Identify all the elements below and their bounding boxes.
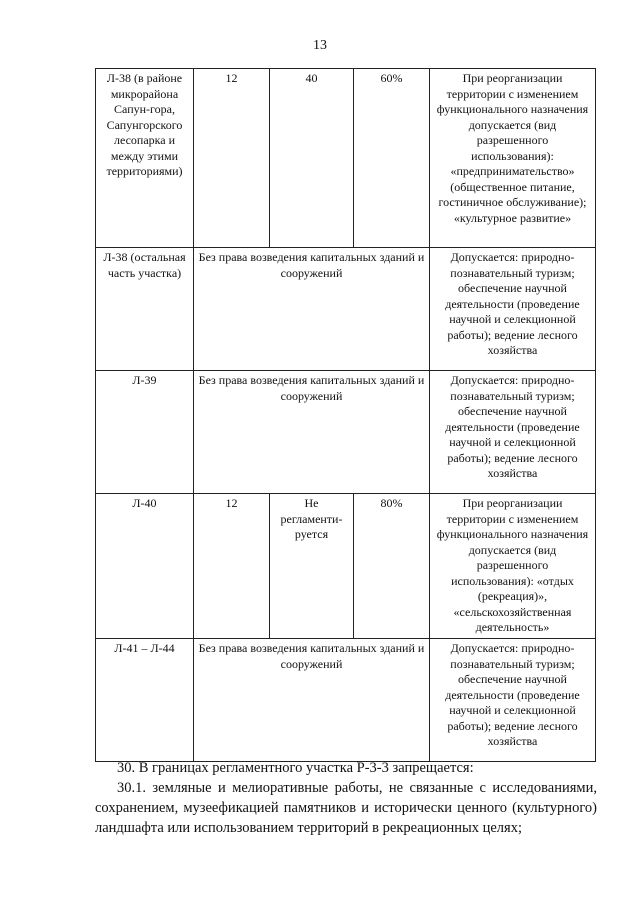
zone-cell: Л-41 – Л-44 [96,639,194,762]
table-row [96,494,596,639]
paragraph-30-1: 30.1. земляные и мелиоративные работы, не связанные с исследованиями, сохранением, музеефикацией памятников и исторически ценного (культурного) ландшафта или использованием территорий в рекреационных целях; [95,780,597,836]
merged-cell: Без права возведения капитальных зданий и сооружений [194,639,430,762]
note-cell: При реорганизации территории с изменением функционального назначения допускается (вид разрешенного использования): «предпринимательство» (общественное питание, гостиничное обслуживание); «культурное развитие» [430,69,596,248]
note-cell: Допускается: природно-познавательный туризм; обеспечение научной деятельности (проведение научной и селекционной работы); ведение лесного хозяйства [430,248,596,371]
note-cell: Допускается: природно-познавательный туризм; обеспечение научной деятельности (проведение научной и селекционной работы); ведение лесного хозяйства [430,371,596,494]
zone-cell: Л-39 [96,371,194,494]
note-cell: Допускается: природно-познавательный туризм; обеспечение научной деятельности (проведение научной и селекционной работы); ведение лесного хозяйства [430,639,596,762]
page-number: 13 [313,38,327,53]
value-cell: 12 [194,494,270,639]
note-cell: При реорганизации территории с изменением функционального назначения допускается (вид разрешенного использования): «отдых (рекреация)», «сельскохозяйственная деятельность» [430,494,596,639]
paragraph-30: 30. В границах регламентного участка Р-3-3 запрещается: [117,760,474,776]
value-cell: 12 [194,69,270,248]
value-cell: 40 [270,69,354,248]
regulation-table [95,68,596,762]
zone-cell: Л-38 (в районе микрорайона Сапун-гора, Сапунгорского лесопарка и между этими территориями) [96,69,194,248]
table-row [96,371,596,494]
value-cell: Не регламенти-руется [270,494,354,639]
value-cell: 80% [354,494,430,639]
body-text [95,758,597,838]
zone-cell: Л-38 (остальная часть участка) [96,248,194,371]
value-cell: 60% [354,69,430,248]
table-row [96,248,596,371]
table-row [96,69,596,248]
merged-cell: Без права возведения капитальных зданий и сооружений [194,371,430,494]
merged-cell: Без права возведения капитальных зданий и сооружений [194,248,430,371]
table-row [96,639,596,762]
zone-cell: Л-40 [96,494,194,639]
